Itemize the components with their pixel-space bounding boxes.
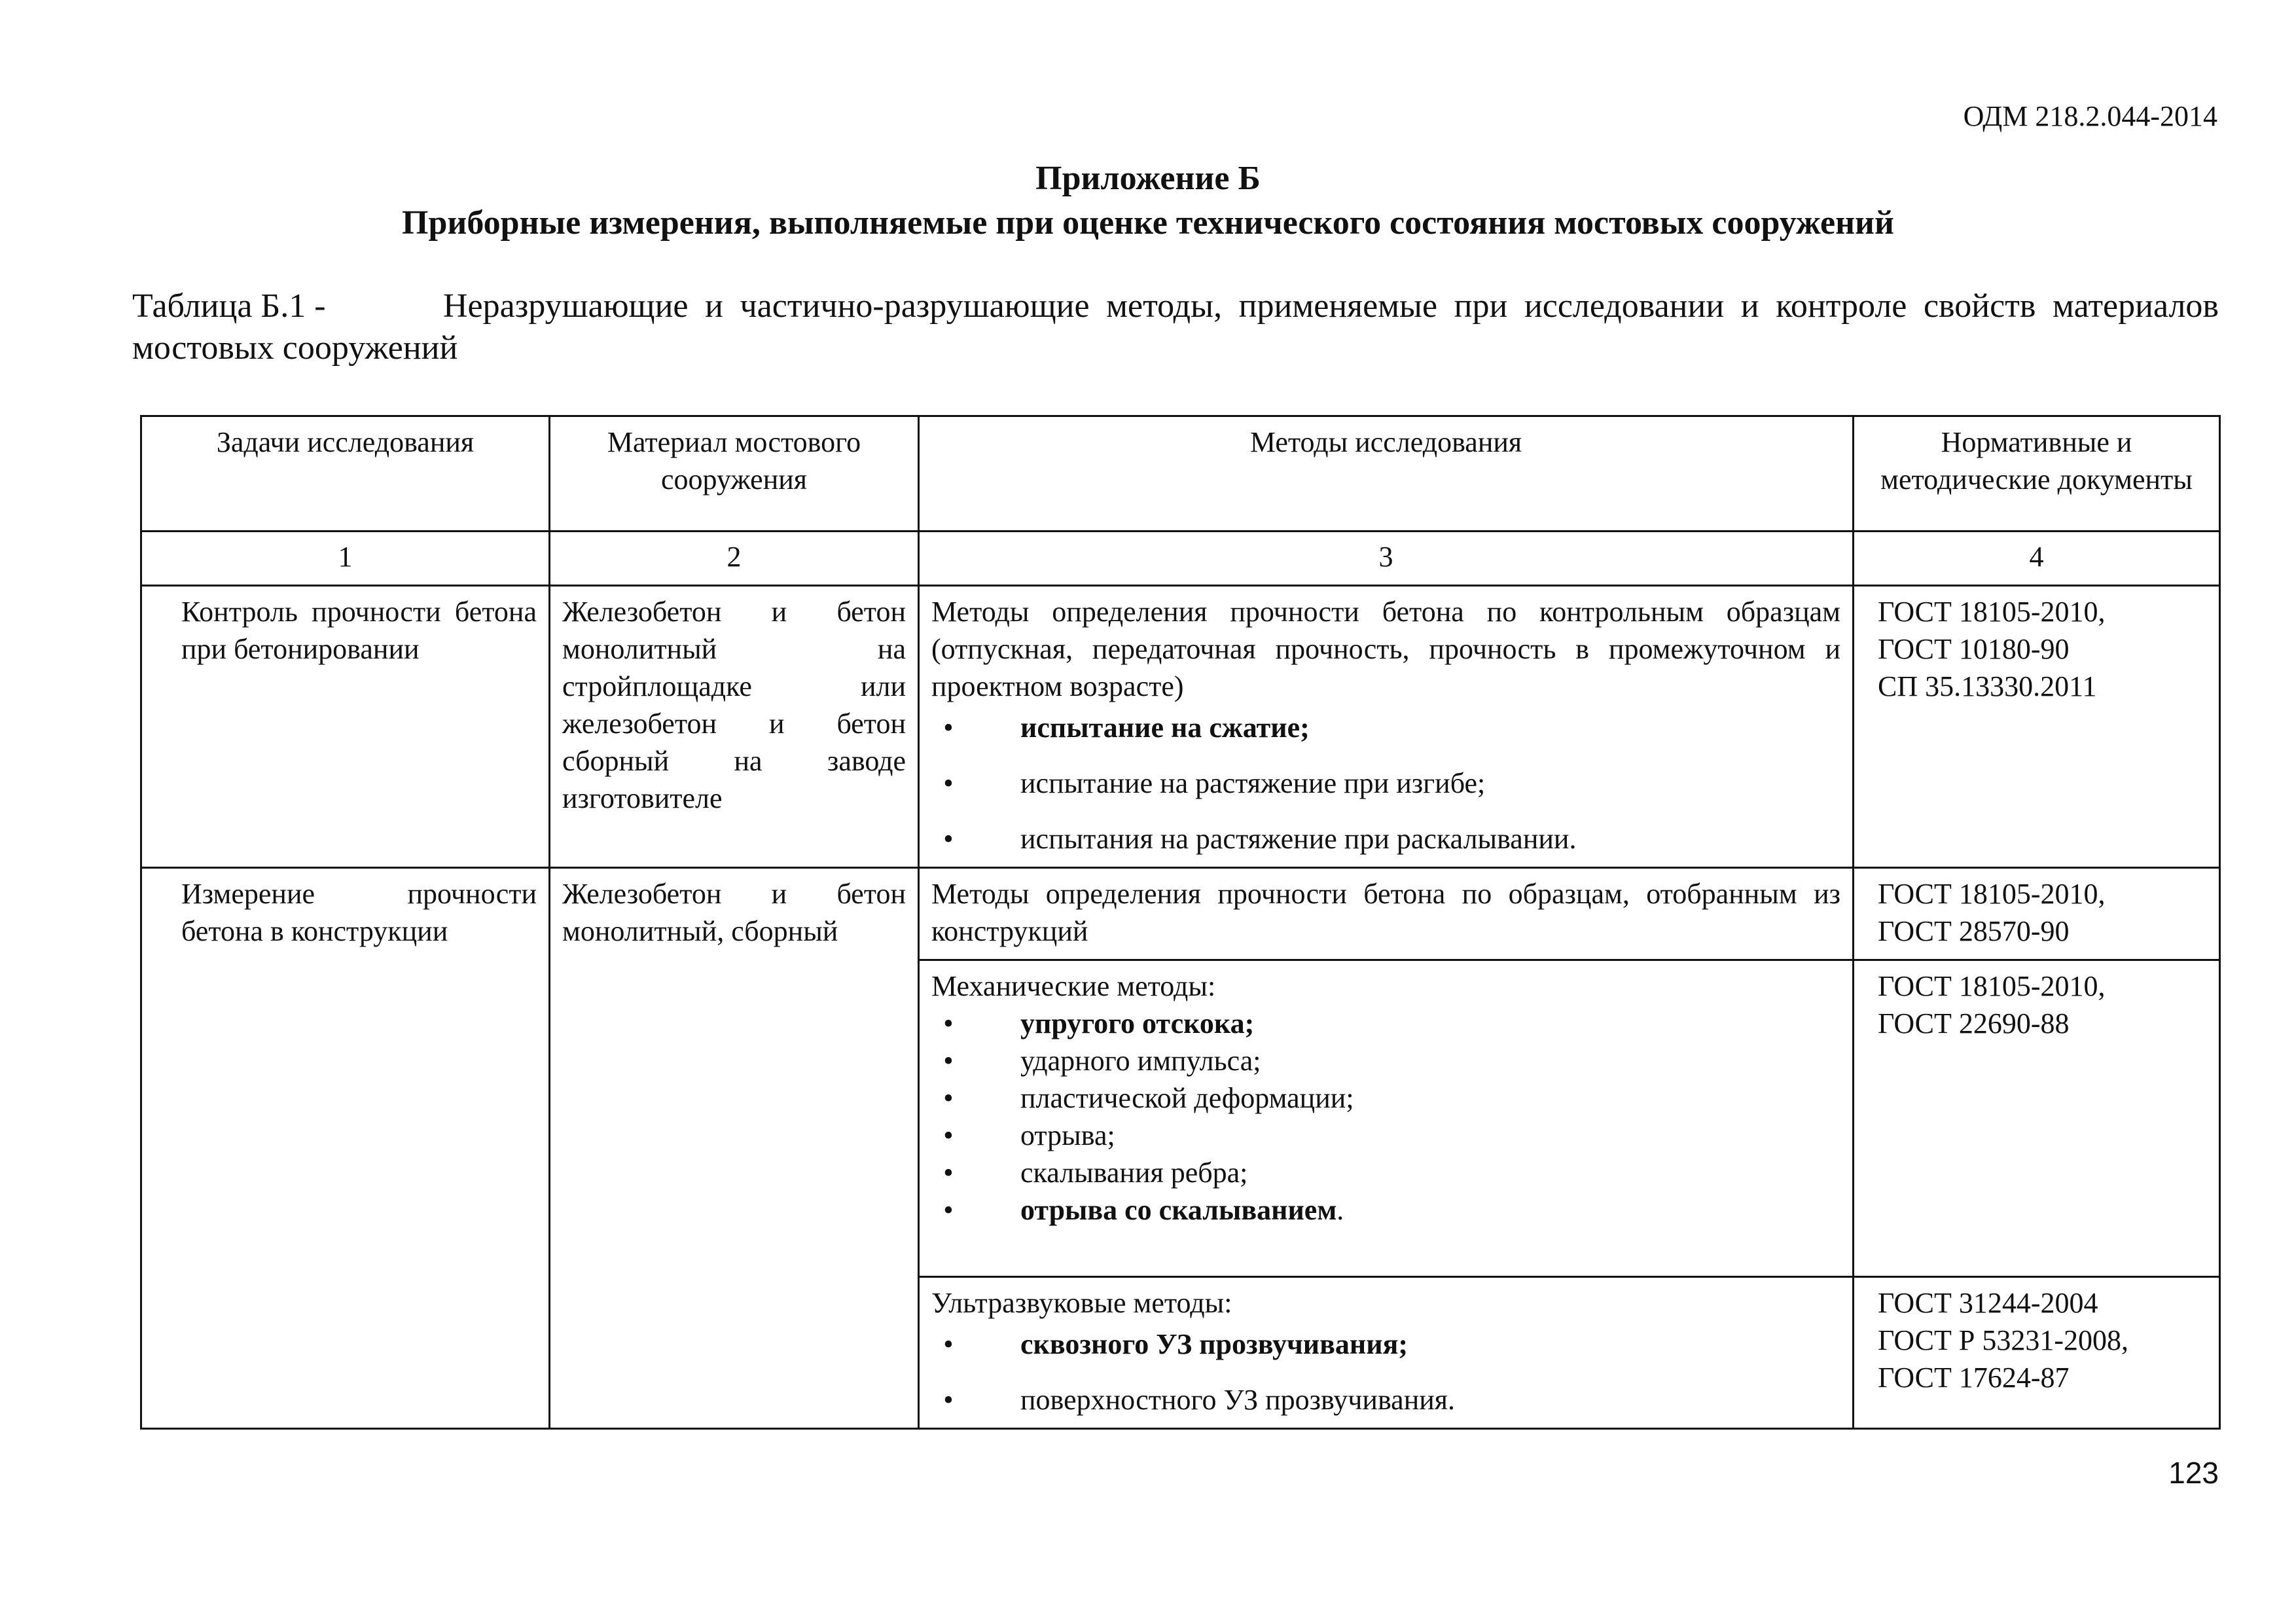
column-number: 3 xyxy=(919,532,1854,586)
document-ref: ГОСТ 22690-88 xyxy=(1878,1007,2070,1039)
list-item: • испытание на растяжение при изгибе; xyxy=(931,765,1840,802)
bullet-icon: • xyxy=(943,823,954,855)
material-cell: Железобетон и бетон монолитный на стройплощадке или железобетон и бетон сборный на заводе изготовителе xyxy=(550,586,919,868)
table-caption xyxy=(132,285,2219,369)
column-number: 4 xyxy=(1854,532,2220,586)
list-item: • отрыва со скалыванием. xyxy=(931,1191,1840,1229)
document-ref: ГОСТ Р 53231-2008, xyxy=(1878,1324,2129,1356)
header-methods: Методы исследования xyxy=(919,416,1854,532)
documents-cell xyxy=(1854,868,2220,960)
list-item: • отрыва; xyxy=(931,1117,1840,1154)
header-documents: Нормативные и методические документы xyxy=(1854,416,2220,532)
column-number: 1 xyxy=(141,532,550,586)
documents-cell xyxy=(1854,1277,2220,1429)
bullet-icon: • xyxy=(943,1082,954,1114)
documents-cell xyxy=(1854,586,2220,868)
bullet-icon: • xyxy=(943,1194,954,1226)
list-item: • испытание на сжатие; xyxy=(931,709,1840,746)
document-ref: ГОСТ 18105-2010, xyxy=(1878,878,2106,910)
methods-table xyxy=(140,415,2221,1430)
bullet-icon: • xyxy=(943,1119,954,1151)
bullet-icon: • xyxy=(943,767,954,799)
list-item: • испытания на растяжение при раскалывании. xyxy=(931,820,1840,857)
methods-list xyxy=(931,709,1840,857)
documents-cell xyxy=(1854,960,2220,1277)
methods-cell xyxy=(919,868,1854,960)
header-tasks: Задачи исследования xyxy=(141,416,550,532)
table-row xyxy=(141,868,2220,960)
methods-cell xyxy=(919,1277,1854,1429)
table-caption-text: Неразрушающие и частично-разрушающие методы, применяемые при исследовании и контроле свойств материалов мостовых сооружений xyxy=(132,287,2219,367)
document-ref: ГОСТ 31244-2004 xyxy=(1878,1287,2098,1319)
page-number: 123 xyxy=(2168,1456,2219,1490)
material-cell: Железобетон и бетон монолитный, сборный xyxy=(550,868,919,1429)
task-cell: Измерение прочности бетона в конструкции xyxy=(141,868,550,1429)
bullet-icon: • xyxy=(943,1328,954,1360)
methods-intro: Методы определения прочности бетона по образцам, отобранным из конструкций xyxy=(931,878,1840,947)
list-item: • скалывания ребра; xyxy=(931,1154,1840,1191)
document-ref: СП 35.13330.2011 xyxy=(1878,670,2097,702)
table-row xyxy=(141,586,2220,868)
bullet-icon: • xyxy=(943,1045,954,1077)
document-ref: ГОСТ 17624-87 xyxy=(1878,1362,2070,1394)
bullet-icon: • xyxy=(943,712,954,744)
column-number: 2 xyxy=(550,532,919,586)
bullet-icon: • xyxy=(943,1157,954,1189)
header-material: Материал мостового сооружения xyxy=(550,416,919,532)
methods-list xyxy=(931,1005,1840,1229)
bullet-icon: • xyxy=(943,1384,954,1416)
document-ref: ГОСТ 18105-2010, xyxy=(1878,970,2106,1002)
table-caption-label: Таблица Б.1 - xyxy=(132,287,326,325)
document-ref: ГОСТ 28570-90 xyxy=(1878,915,2070,947)
methods-intro: Ультразвуковые методы: xyxy=(931,1287,1232,1319)
list-item: • поверхностного УЗ прозвучивания. xyxy=(931,1381,1840,1418)
methods-intro: Методы определения прочности бетона по контрольным образцам (отпускная, передаточная прочность, прочность в промежуточном и проектном возрасте) xyxy=(931,596,1840,702)
column-number-row xyxy=(141,532,2220,586)
methods-list xyxy=(931,1326,1840,1418)
document-code: ОДМ 218.2.044-2014 xyxy=(1963,100,2217,132)
list-item: • сквозного УЗ прозвучивания; xyxy=(931,1326,1840,1363)
methods-cell xyxy=(919,586,1854,868)
methods-intro: Механические методы: xyxy=(931,970,1216,1002)
list-item: • ударного импульса; xyxy=(931,1042,1840,1079)
document-ref: ГОСТ 18105-2010, xyxy=(1878,596,2106,628)
bullet-icon: • xyxy=(943,1007,954,1039)
methods-cell xyxy=(919,960,1854,1277)
list-item: • пластической деформации; xyxy=(931,1079,1840,1117)
table-header-row xyxy=(141,416,2220,532)
appendix-subtitle: Приборные измерения, выполняемые при оценке технического состояния мостовых сооружений xyxy=(402,204,1894,242)
task-cell: Контроль прочности бетона при бетонировании xyxy=(141,586,550,868)
document-ref: ГОСТ 10180-90 xyxy=(1878,633,2070,665)
appendix-title: Приложение Б xyxy=(1035,160,1261,197)
list-item: • упругого отскока; xyxy=(931,1005,1840,1042)
